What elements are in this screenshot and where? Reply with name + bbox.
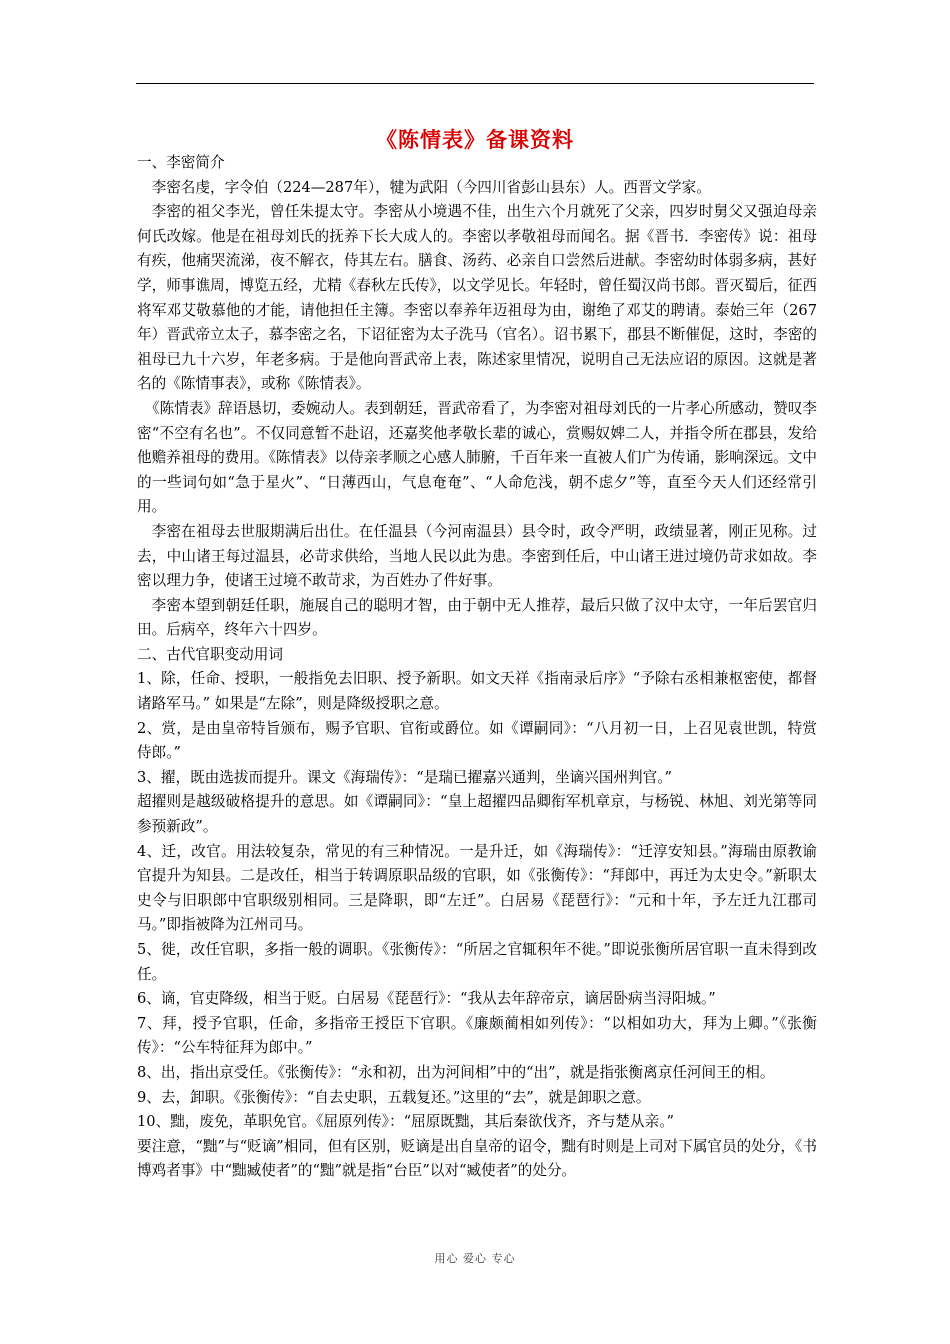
list-item: 要注意，“黜”与“贬谪”相同，但有区别，贬谪是出自皇帝的诏令，黜有时则是上司对下属官员的处分，《书博鸡者事》中“黜臧使者”的“黜”就是指“台臣”以对“臧使者”的处分。 [137,1137,817,1180]
paragraph: 李密的祖父李光，曾任朱提太守。李密从小境遇不佳，出生六个月就死了父亲，四岁时舅父又强迫母亲何氏改嫁。他是在祖母刘氏的抚养下长大成人的。李密以孝敬祖母而闻名。据《晋书．李密传》说：祖母有疾，他痛哭流涕，夜不解衣，侍其左右。膳食、汤药、必亲自口尝然后进献。李密幼时体弱多病，甚好学，师事谯周，博览五经，尤精《春秋左氏传》，以文学见长。年轻时，曾任蜀汉尚书郎。晋灭蜀后，征西将军邓艾敬慕他的才能，请他担任主簿。李密以奉养年迈祖母为由，谢绝了邓艾的聘请。泰始三年（267年）晋武帝立太子，慕李密之名，下诏征密为太子洗马（官名）。诏书累下，郡县不断催促，这时，李密的祖母已九十六岁，年老多病。于是他向晋武帝上表，陈述家里情况，说明自己无法应诏的原因。这就是著名的《陈情事表》，或称《陈情表》。 [137,203,817,393]
paragraph: 《陈情表》辞语恳切，委婉动人。表到朝廷，晋武帝看了，为李密对祖母刘氏的一片孝心所感动，赞叹李密“不空有名也”。不仅同意暂不赴诏，还嘉奖他孝敬长辈的诚心，赏赐奴婢二人，并指令所在郡县，发给他赡养祖母的费用。《陈情表》以侍亲孝顺之心感人肺腑，千百年来一直被人们广为传诵，影响深远。文中的一些词句如“急于星火”、“日薄西山，气息奄奄”、“人命危浅，朝不虑夕”等，直至今天人们还经常引用。 [137,399,817,516]
list-item: 8、出，指出京受任。《张衡传》：“永和初，出为河间相”中的“出”，就是指张衡离京任河间王的相。 [137,1063,775,1081]
list-item: 4、迁，改官。用法较复杂，常见的有三种情况。一是升迁，如《海瑞传》：“迁淳安知县。”海瑞由原教谕官提升为知县。二是改任，相当于转调原职品级的官职，如《张衡传》：“拜郎中，再迁为太史令。”新职太史令与旧职郎中官职级别相同。三是降职，即“左迁”。白居易《琵琶行》：“元和十年，予左迁九江郡司马。”即指被降为江州司马。 [137,842,817,934]
paragraph: 李密名虔，字令伯（224—287年），犍为武阳（今四川省彭山县东）人。西晋文学家。 [151,178,711,196]
list-item: 1、除，任命、授职，一般指免去旧职、授予新职。如文天祥《指南录后序》“予除右丞相兼枢密使，都督诸路军马。” 如果是“左除”，则是降级授职之意。 [137,670,817,713]
document-body [137,151,817,1184]
list-item: 9、去，卸职。《张衡传》：“自去史职，五载复还。”这里的“去”，就是卸职之意。 [137,1088,651,1106]
list-item: 7、拜，授予官职，任命，多指帝王授臣下官职。《廉颇蔺相如列传》：“以相如功大，拜为上卿。”《张衡传》：“公车特征拜为郎中。” [137,1014,817,1057]
page-title: 《陈情表》备课资料 [376,128,574,152]
list-item: 10、黜，废免，革职免官。《屈原列传》：“屈原既黜，其后秦欲伐齐，齐与楚从亲。” [137,1113,674,1131]
paragraph: 李密本望到朝廷任职，施展自己的聪明才智，由于朝中无人推荐，最后只做了汉中太守，一年后罢官归田。后病卒，终年六十四岁。 [137,596,817,639]
list-item: 6、谪，官吏降级，相当于贬。白居易《琵琶行》：“我从去年辞帝京，谪居卧病当浔阳城。” [137,990,716,1008]
page-footer: 用心 爱心 专心 [434,1252,516,1265]
list-item: 5、徙，改任官职，多指一般的调职。《张衡传》：“所居之官辄积年不徙。”即说张衡所居官职一直未得到改任。 [137,941,817,983]
header-rule [136,83,814,84]
section-heading: 一、李密简介 [137,154,225,171]
paragraph: 李密在祖母去世服期满后出仕。在任温县（今河南温县）县令时，政令严明，政绩显著，刚正见称。过去，中山诸王每过温县，必苛求供给，当地人民以此为患。李密到任后，中山诸王进过境仍苛求如故。李密以理力争，使诸王过境不敢苛求，为百姓办了件好事。 [137,522,817,590]
list-item: 2、赏，是由皇帝特旨颁布，赐予官职、官衔或爵位。如《谭嗣同》：“八月初一日，上召见袁世凯，特赏侍郎。” [137,719,817,762]
list-item: 超擢则是越级破格提升的意思。如《谭嗣同》：“皇上超擢四品卿衔军机章京，与杨锐、林旭、刘光第等同参预新政”。 [137,793,817,836]
list-item: 3、擢，既由选拔而提升。课文《海瑞传》：“是瑞已擢嘉兴通判，坐谪兴国州判官。” [137,768,672,786]
section-heading: 二、古代官职变动用词 [137,645,283,663]
